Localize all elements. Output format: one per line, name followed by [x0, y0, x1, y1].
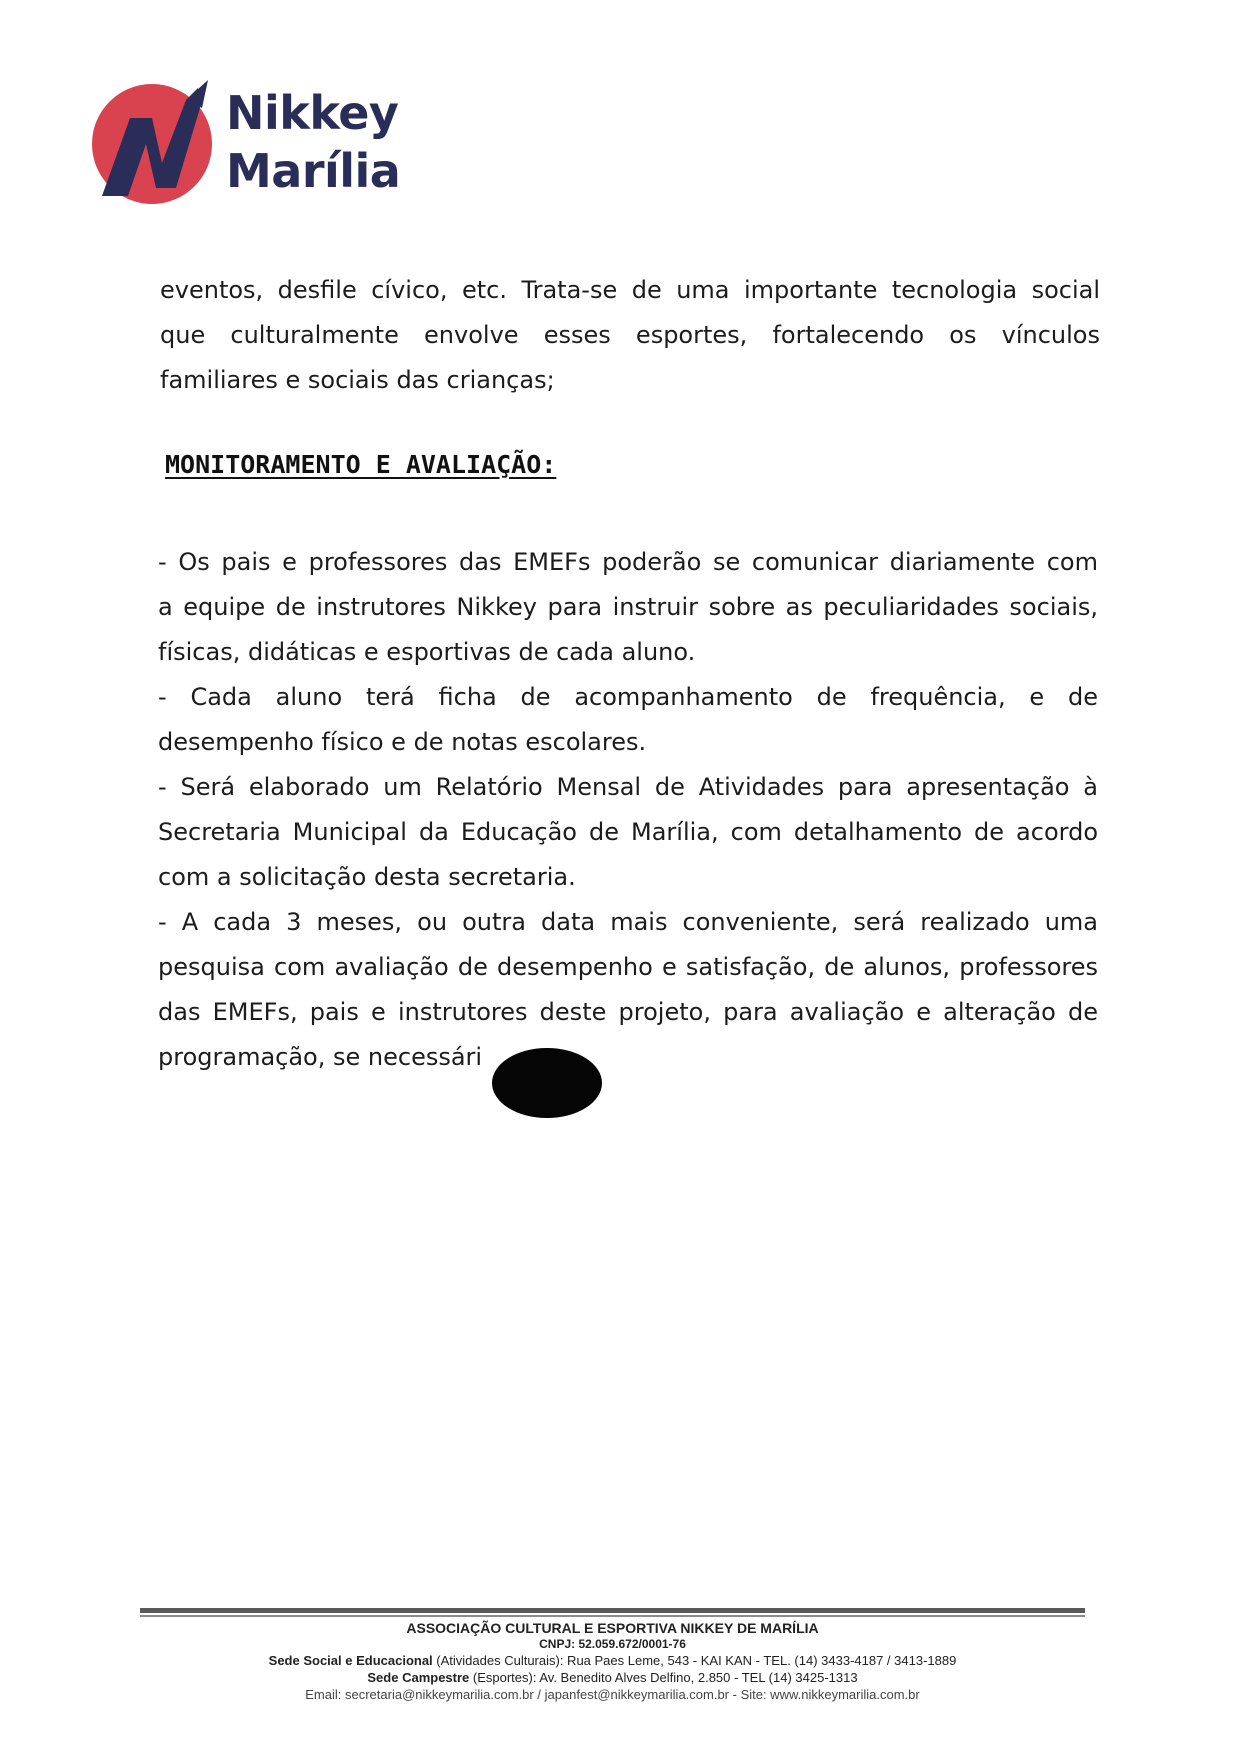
- redaction-mark: [492, 1048, 602, 1118]
- monitoring-list: [158, 540, 1098, 1080]
- footer-sede-campestre: [140, 1669, 1085, 1686]
- footer-divider: [140, 1608, 1085, 1613]
- sede-social-label: Sede Social e Educacional: [268, 1653, 433, 1668]
- footer-divider-thin: [140, 1615, 1085, 1617]
- text-line: das EMEFs, pais e instrutores deste projeto, para avaliação e alteração de: [158, 998, 1098, 1026]
- footer-organization: ASSOCIAÇÃO CULTURAL E ESPORTIVA NIKKEY DE MARÍLIA: [406, 1620, 819, 1636]
- text-line: programação, se necessári: [158, 1043, 483, 1071]
- footer-cnpj: CNPJ: 52.059.672/0001-76: [539, 1637, 686, 1651]
- text-line: físicas, didáticas e esportivas de cada aluno.: [158, 638, 696, 666]
- list-item: [158, 765, 1098, 900]
- text-line: com a solicitação desta secretaria.: [158, 863, 576, 891]
- intro-paragraph: [160, 268, 1100, 403]
- logo-emblem-icon: [90, 78, 220, 208]
- text-line: - Será elaborado um Relatório Mensal de Atividades para apresentação à: [158, 773, 1098, 801]
- footer-contact: Email: secretaria@nikkeymarilia.com.br / japanfest@nikkeymarilia.com.br - Site: www.nikkeymarilia.com.br: [305, 1687, 920, 1702]
- list-item: [158, 675, 1098, 765]
- text-line: - A cada 3 meses, ou outra data mais conveniente, será realizado uma: [158, 908, 1098, 936]
- logo-wordmark: [226, 84, 400, 200]
- letterhead-footer: [140, 1620, 1085, 1703]
- text-line: Secretaria Municipal da Educação de Marília, com detalhamento de acordo: [158, 818, 1098, 846]
- text-line: eventos, desfile cívico, etc. Trata-se de uma importante tecnologia social: [160, 276, 1100, 304]
- sede-social-text: (Atividades Culturais): Rua Paes Leme, 543 - KAI KAN - TEL. (14) 3433-4187 / 3413-1889: [432, 1653, 957, 1668]
- logo-line-2: Marília: [226, 144, 401, 198]
- text-line: - Cada aluno terá ficha de acompanhamento de frequência, e de: [158, 683, 1098, 711]
- sede-campestre-text: (Esportes): Av. Benedito Alves Delfino, 2.850 - TEL (14) 3425-1313: [469, 1670, 858, 1685]
- list-item: [158, 540, 1098, 675]
- text-line: familiares e sociais das crianças;: [160, 366, 555, 394]
- sede-campestre-label: Sede Campestre: [367, 1670, 470, 1685]
- list-item: [158, 900, 1098, 1080]
- footer-sede-social: [140, 1652, 1085, 1669]
- nikkey-marilia-logo: [90, 78, 420, 213]
- text-line: - Os pais e professores das EMEFs poderão se comunicar diariamente com: [158, 548, 1098, 576]
- text-line: desempenho físico e de notas escolares.: [158, 728, 647, 756]
- text-line: que culturalmente envolve esses esportes, fortalecendo os vínculos: [160, 321, 1100, 349]
- section-heading: MONITORAMENTO E AVALIAÇÃO:: [165, 450, 557, 479]
- text-line: pesquisa com avaliação de desempenho e satisfação, de alunos, professores: [158, 953, 1098, 981]
- logo-line-1: Nikkey: [226, 86, 399, 140]
- text-line: a equipe de instrutores Nikkey para instruir sobre as peculiaridades sociais,: [158, 593, 1098, 621]
